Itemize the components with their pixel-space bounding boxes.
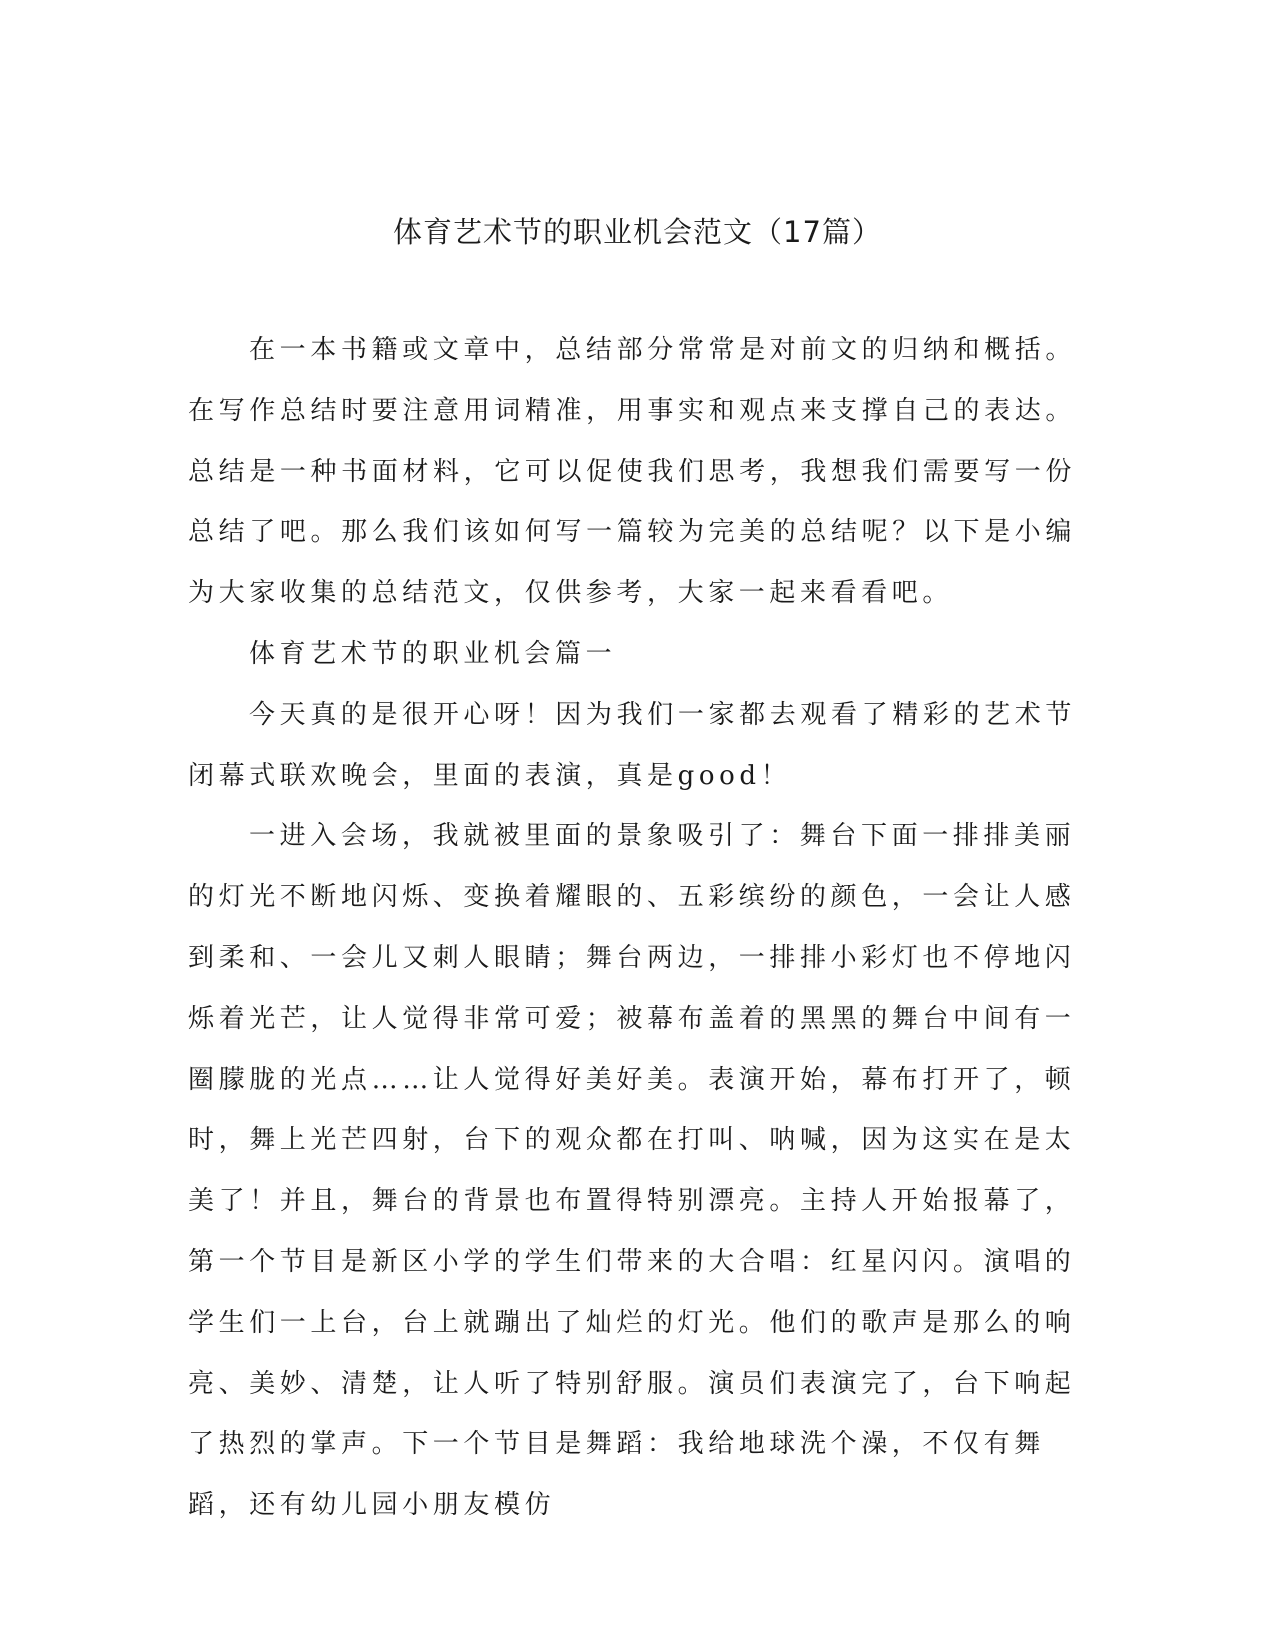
paragraph-description: 一进入会场，我就被里面的景象吸引了：舞台下面一排排美丽的灯光不断地闪烁、变换着耀眼的、五彩缤纷的颜色，一会让人感到柔和、一会儿又刺人眼睛；舞台两边，一排排小彩灯也不停地闪烁着光芒，让人觉得非常可爱；被幕布盖着的黑黑的舞台中间有一圈朦胧的光点……让人觉得好美好美。表演开始，幕布打开了，顿时，舞上光芒四射，台下的观众都在打叫、呐喊，因为这实在是太美了！并且，舞台的背景也布置得特别漂亮。主持人开始报幕了，第一个节目是新区小学的学生们带来的大合唱：红星闪闪。演唱的学生们一上台，台上就蹦出了灿烂的灯光。他们的歌声是那么的响亮、美妙、清楚，让人听了特别舒服。演员们表演完了，台下响起了热烈的掌声。下一个节目是舞蹈：我给地球洗个澡，不仅有舞蹈，还有幼儿园小朋友模仿 — [188, 821, 1076, 1521]
section-heading: 体育艺术节的职业机会篇一 — [249, 638, 617, 669]
document-title: 体育艺术节的职业机会范文（17篇） — [393, 215, 882, 249]
paragraph-opening: 今天真的是很开心呀！因为我们一家都去观看了精彩的艺术节闭幕式联欢晚会，里面的表演，真是good！ — [188, 699, 1076, 791]
document-body — [188, 320, 1076, 1536]
paragraph-intro: 在一本书籍或文章中，总结部分常常是对前文的归纳和概括。在写作总结时要注意用词精准，用事实和观点来支撑自己的表达。总结是一种书面材料，它可以促使我们思考，我想我们需要写一份总结了吧。那么我们该如何写一篇较为完美的总结呢？以下是小编为大家收集的总结范文，仅供参考，大家一起来看看吧。 — [188, 335, 1076, 609]
